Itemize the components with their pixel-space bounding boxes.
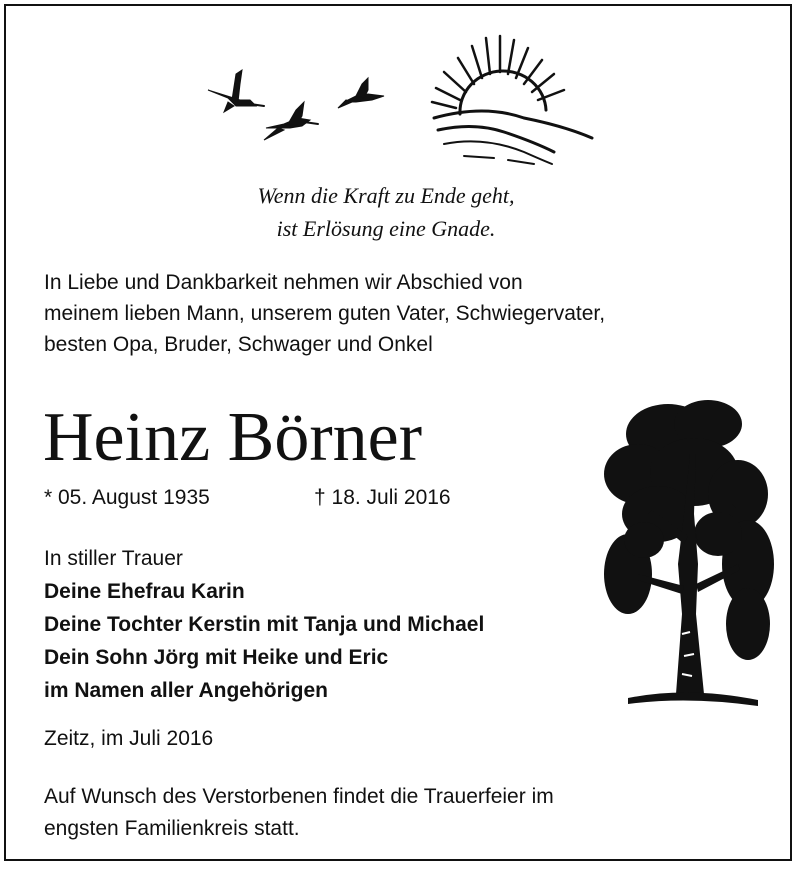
closing-text bbox=[44, 781, 764, 845]
closing-line: Auf Wunsch des Verstorbenen findet die Trauerfeier im bbox=[44, 785, 554, 808]
place-date: Zeitz, im Juli 2016 bbox=[44, 727, 214, 750]
mourner-line: Dein Sohn Jörg mit Heike und Eric bbox=[44, 646, 389, 669]
sunset-icon bbox=[424, 34, 594, 166]
intro-line: meinem lieben Mann, unserem guten Vater, Schwiegervater, bbox=[44, 302, 606, 325]
death-date: † 18. Juli 2016 bbox=[314, 486, 451, 509]
life-dates bbox=[44, 484, 564, 512]
motto bbox=[6, 179, 766, 245]
intro-text bbox=[44, 267, 764, 360]
closing-line: engsten Familienkreis statt. bbox=[44, 817, 300, 840]
flying-birds-icon bbox=[206, 62, 386, 152]
birch-tree-icon bbox=[598, 394, 778, 716]
birth-date: * 05. August 1935 bbox=[44, 486, 210, 509]
obituary-notice bbox=[4, 4, 792, 861]
mourners-block bbox=[44, 542, 604, 707]
motto-line: ist Erlösung eine Gnade. bbox=[276, 216, 496, 241]
motto-line: Wenn die Kraft zu Ende geht, bbox=[257, 183, 515, 208]
mourner-line: im Namen aller Angehörigen bbox=[44, 679, 328, 702]
deceased-name: Heinz Börner bbox=[43, 399, 423, 476]
mourner-line: Deine Tochter Kerstin mit Tanja und Michael bbox=[44, 613, 485, 636]
mourner-line: Deine Ehefrau Karin bbox=[44, 580, 245, 603]
mourners-heading: In stiller Trauer bbox=[44, 547, 183, 570]
intro-line: In Liebe und Dankbarkeit nehmen wir Abschied von bbox=[44, 271, 523, 294]
intro-line: besten Opa, Bruder, Schwager und Onkel bbox=[44, 333, 433, 356]
